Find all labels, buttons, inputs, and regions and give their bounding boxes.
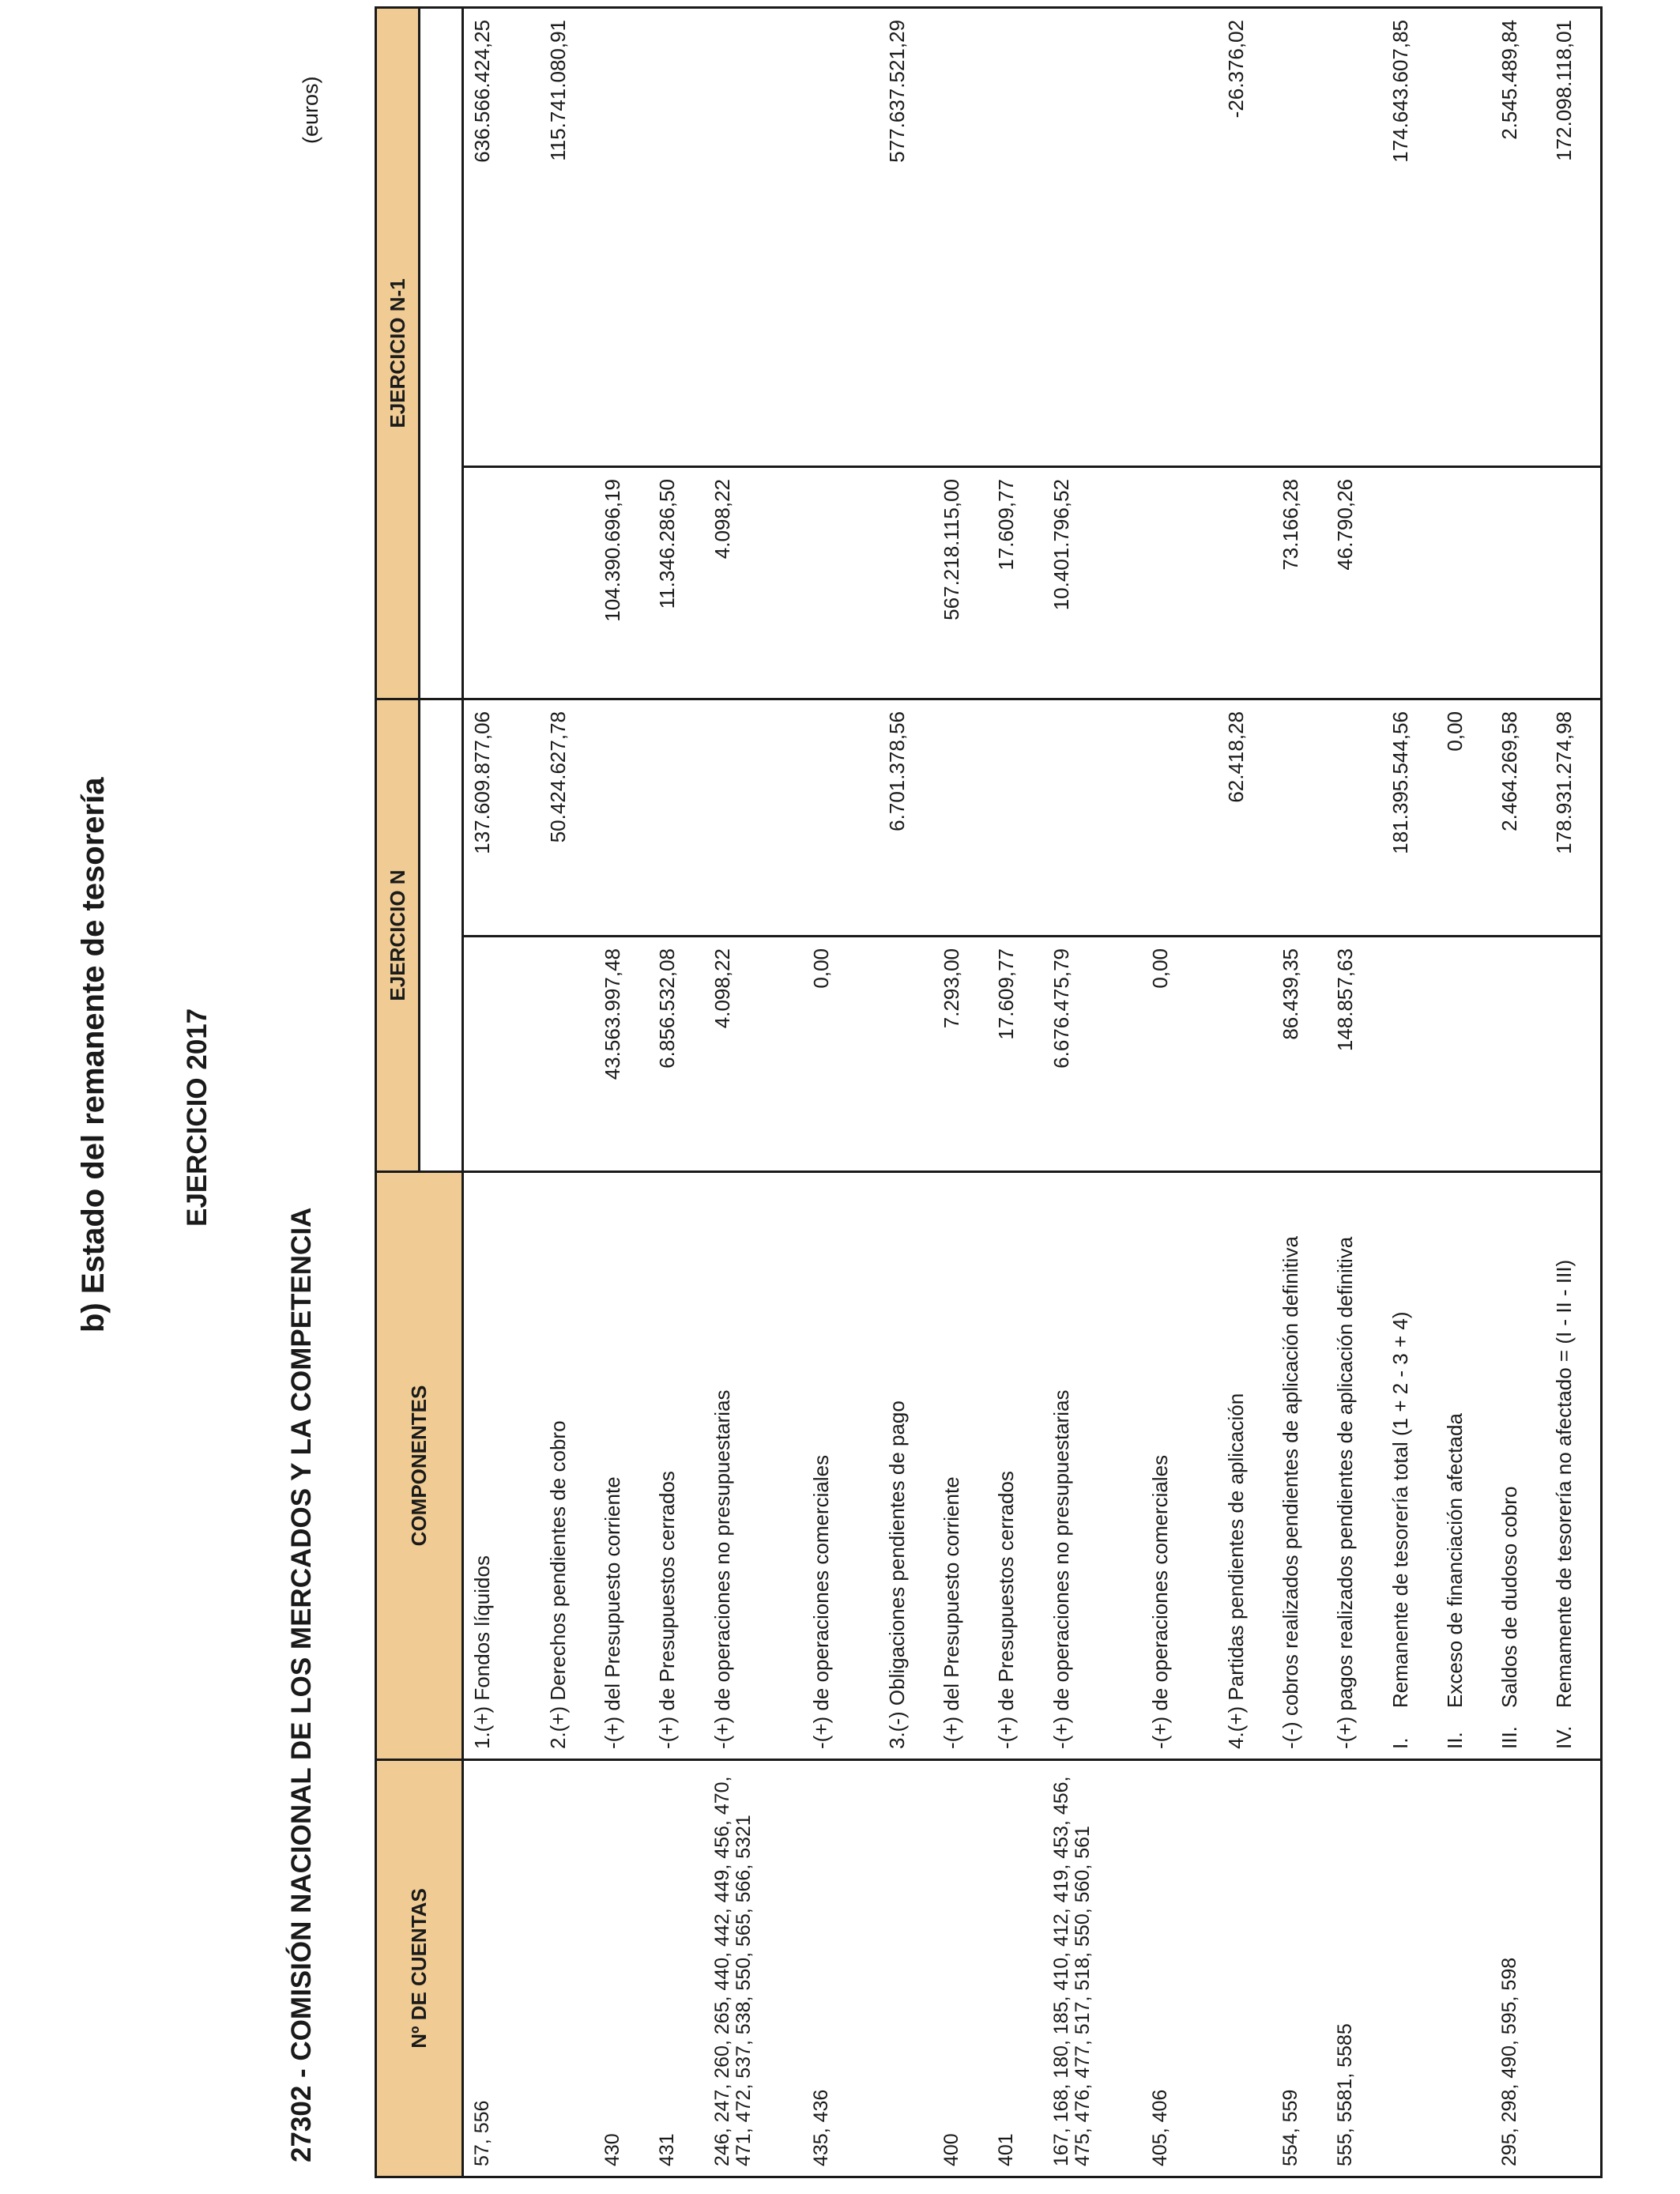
year-n1-detail-cell — [1546, 467, 1602, 699]
component-label: -(+) de operaciones no presupuestarias — [1049, 1389, 1073, 1749]
year-n-total-cell: 178.931.274,98 — [1546, 699, 1602, 937]
year-n1-detail-cell — [879, 467, 933, 699]
account-codes-cell: 246, 247, 260, 265, 440, 442, 449, 456, 470, 471, 472, 537, 538, 550, 565, 566, 5321 — [704, 1760, 804, 2177]
component-cell — [1546, 1172, 1602, 1760]
spacer-cell — [857, 467, 879, 699]
year-n1-total-cell: 577.637.521,29 — [879, 7, 933, 466]
year-n1-total-cell — [1043, 7, 1143, 466]
account-codes-cell: 431 — [649, 1760, 703, 2177]
component-cell — [803, 1172, 857, 1760]
spacer-cell — [518, 7, 540, 466]
year-n-total-cell — [988, 699, 1042, 937]
component-cell — [1142, 1172, 1196, 1760]
year-n1-total-cell — [803, 7, 857, 466]
col-header-accounts: Nº DE CUENTAS — [376, 1760, 463, 2177]
year-n-detail-cell: 6.676.475,79 — [1043, 937, 1143, 1172]
year-n1-total-cell — [1327, 7, 1381, 466]
year-n-total-cell — [1327, 699, 1381, 937]
year-n1-detail-cell: 10.401.796,52 — [1043, 467, 1143, 699]
spacer-row — [1196, 7, 1218, 2177]
spacer-cell — [857, 937, 879, 1172]
component-label: Remanente de tesorería total (1 + 2 - 3 + 4) — [1388, 1311, 1412, 1708]
component-cell — [704, 1172, 804, 1760]
account-codes-cell — [1546, 1760, 1602, 2177]
year-n1-detail-cell — [1437, 467, 1491, 699]
component-label: -(+) del Presupuesto corriente — [940, 1476, 964, 1749]
component-cell — [1327, 1172, 1381, 1760]
entity-heading: 27302 - COMISIÓN NACIONAL DE LOS MERCADOS Y LA COMPETENCIA — [286, 1207, 317, 2162]
component-label: -(+) de Presupuestos cerrados — [655, 1471, 680, 1749]
component-cell — [933, 1172, 988, 1760]
spacer-cell — [1196, 1172, 1218, 1760]
year-n1-detail-cell — [540, 467, 594, 699]
year-n-detail-cell: 7.293,00 — [933, 937, 988, 1172]
account-codes-cell — [540, 1760, 594, 2177]
account-codes-cell: 554, 559 — [1272, 1760, 1327, 2177]
table-row — [1546, 7, 1602, 2177]
year-n1-total-cell — [1437, 7, 1491, 466]
account-codes-cell: 555, 5581, 5585 — [1327, 1760, 1381, 2177]
year-n-detail-cell: 0,00 — [1142, 937, 1196, 1172]
year-n1-total-cell: 174.643.607,85 — [1382, 7, 1437, 466]
year-n-total-cell — [1043, 699, 1143, 937]
account-codes-cell: 400 — [933, 1760, 988, 2177]
component-cell — [1437, 1172, 1491, 1760]
year-n1-detail-cell: 104.390.696,19 — [594, 467, 649, 699]
account-codes-cell: 430 — [594, 1760, 649, 2177]
table-row — [879, 7, 933, 2177]
component-label: 1.(+) Fondos líquidos — [470, 1555, 494, 1749]
year-n-detail-cell: 148.857,63 — [1327, 937, 1381, 1172]
year-n1-total-cell — [649, 7, 703, 466]
account-codes-cell: 167, 168, 180, 185, 410, 412, 419, 453, 456, 475, 476, 477, 517, 518, 550, 560, 561 — [1043, 1760, 1143, 2177]
col-header-year-n: EJERCICIO N — [376, 699, 420, 1172]
component-cell — [1272, 1172, 1327, 1760]
year-n-total-cell — [803, 699, 857, 937]
year-n1-detail-cell: 46.790,26 — [1327, 467, 1381, 699]
spacer-cell — [857, 699, 879, 937]
table-row — [1491, 7, 1546, 2177]
treasury-remainder-table — [375, 6, 1603, 2178]
table-row — [463, 7, 519, 2177]
year-n-total-cell — [594, 699, 649, 937]
component-cell — [988, 1172, 1042, 1760]
account-codes-cell: 295, 298, 490, 595, 598 — [1491, 1760, 1546, 2177]
table-row — [1327, 7, 1381, 2177]
component-label: Saldos de dudoso cobro — [1497, 1486, 1521, 1708]
statement-title: b) Estado del remanente de tesorería — [76, 777, 111, 1333]
year-n1-total-cell — [988, 7, 1042, 466]
component-label: -(+) del Presupuesto corriente — [601, 1476, 625, 1749]
component-label: 2.(+) Derechos pendientes de cobro — [546, 1420, 571, 1749]
table-row — [540, 7, 594, 2177]
spacer-cell — [518, 1760, 540, 2177]
roman-numeral: II. — [1442, 1732, 1467, 1749]
spacer-cell — [518, 1172, 540, 1760]
year-n1-total-cell — [933, 7, 988, 466]
year-n-total-cell: 181.395.544,56 — [1382, 699, 1437, 937]
account-codes-cell: 401 — [988, 1760, 1042, 2177]
table-row — [933, 7, 988, 2177]
header-spacer — [420, 699, 463, 937]
year-n-total-cell: 62.418,28 — [1218, 699, 1272, 937]
component-label: 4.(+) Partidas pendientes de aplicación — [1224, 1393, 1249, 1749]
table-row — [1437, 7, 1491, 2177]
table-row — [1272, 7, 1327, 2177]
year-n-total-cell: 137.609.877,06 — [463, 699, 519, 937]
year-n1-total-cell: 115.741.080,91 — [540, 7, 594, 466]
year-n1-detail-cell — [1382, 467, 1437, 699]
roman-numeral: III. — [1497, 1726, 1521, 1749]
roman-numeral: I. — [1388, 1737, 1412, 1749]
year-n-detail-cell — [1382, 937, 1437, 1172]
roman-numeral: IV. — [1551, 1725, 1576, 1749]
account-codes-cell — [1218, 1760, 1272, 2177]
component-label: -(+) de operaciones no presupuestarias — [710, 1389, 734, 1749]
year-n-total-cell — [649, 699, 703, 937]
spacer-cell — [518, 937, 540, 1172]
year-n1-detail-cell: 567.218.115,00 — [933, 467, 988, 699]
year-n-total-cell: 0,00 — [1437, 699, 1491, 937]
year-n-detail-cell: 4.098,22 — [704, 937, 804, 1172]
account-codes-cell: 405, 406 — [1142, 1760, 1196, 2177]
component-cell — [540, 1172, 594, 1760]
year-n1-total-cell — [704, 7, 804, 466]
header-row — [376, 7, 420, 2177]
year-n1-detail-cell — [463, 467, 519, 699]
component-cell — [594, 1172, 649, 1760]
year-n1-detail-cell — [1142, 467, 1196, 699]
year-n-total-cell — [933, 699, 988, 937]
year-n-detail-cell — [1218, 937, 1272, 1172]
account-codes-cell: 57, 556 — [463, 1760, 519, 2177]
component-cell — [649, 1172, 703, 1760]
header-spacer — [420, 937, 463, 1172]
year-n1-detail-cell — [1218, 467, 1272, 699]
year-n-detail-cell — [1546, 937, 1602, 1172]
year-n1-total-cell — [1142, 7, 1196, 466]
year-n-detail-cell — [1437, 937, 1491, 1172]
component-cell — [1043, 1172, 1143, 1760]
spacer-cell — [1196, 7, 1218, 466]
year-n1-total-cell — [594, 7, 649, 466]
component-label: Exceso de financiación afectada — [1442, 1413, 1467, 1708]
year-n-total-cell — [704, 699, 804, 937]
col-header-year-n1: EJERCICIO N-1 — [376, 7, 420, 699]
account-codes-cell: 435, 436 — [803, 1760, 857, 2177]
table-row — [649, 7, 703, 2177]
table-row — [1218, 7, 1272, 2177]
component-label: -(+) de Presupuestos cerrados — [994, 1471, 1019, 1749]
year-n1-total-cell: -26.376,02 — [1218, 7, 1272, 466]
component-label: -(+) de operaciones comerciales — [1148, 1454, 1173, 1749]
component-cell — [1382, 1172, 1437, 1760]
year-n-detail-cell: 0,00 — [803, 937, 857, 1172]
component-cell — [1218, 1172, 1272, 1760]
spacer-cell — [518, 699, 540, 937]
spacer-cell — [1196, 1760, 1218, 2177]
spacer-row — [857, 7, 879, 2177]
table-row — [594, 7, 649, 2177]
year-n-detail-cell: 17.609,77 — [988, 937, 1042, 1172]
table-body — [463, 7, 1602, 2177]
year-n1-total-cell: 636.566.424,25 — [463, 7, 519, 466]
year-n-total-cell — [1142, 699, 1196, 937]
spacer-cell — [857, 1172, 879, 1760]
account-codes-cell — [1382, 1760, 1437, 2177]
component-label: 3.(-) Obligaciones pendientes de pago — [885, 1400, 910, 1749]
year-n-detail-cell: 86.439,35 — [1272, 937, 1327, 1172]
year-n1-total-cell — [1272, 7, 1327, 466]
year-n1-detail-cell: 11.346.286,50 — [649, 467, 703, 699]
year-n-detail-cell: 43.563.997,48 — [594, 937, 649, 1172]
year-n1-detail-cell: 17.609,77 — [988, 467, 1042, 699]
spacer-cell — [1196, 467, 1218, 699]
header-spacer — [420, 7, 463, 466]
year-n1-detail-cell — [803, 467, 857, 699]
table-row — [1142, 7, 1196, 2177]
table-row — [1043, 7, 1143, 2177]
year-n-detail-cell — [540, 937, 594, 1172]
component-label: -(+) de operaciones comerciales — [809, 1454, 834, 1749]
table-row — [704, 7, 804, 2177]
year-n-detail-cell — [463, 937, 519, 1172]
year-n-detail-cell — [1491, 937, 1546, 1172]
year-n-total-cell: 50.424.627,78 — [540, 699, 594, 937]
year-n-detail-cell: 6.856.532,08 — [649, 937, 703, 1172]
year-n1-total-cell: 2.545.489,84 — [1491, 7, 1546, 466]
component-cell — [879, 1172, 933, 1760]
year-n-total-cell: 6.701.378,56 — [879, 699, 933, 937]
spacer-cell — [857, 1760, 879, 2177]
component-cell — [463, 1172, 519, 1760]
year-n1-detail-cell — [1491, 467, 1546, 699]
year-n1-detail-cell: 73.166,28 — [1272, 467, 1327, 699]
units-note: (euros) — [299, 76, 322, 144]
component-label: Remamente de tesorería no afectado = (I - II - III) — [1551, 1259, 1576, 1708]
year-n1-detail-cell: 4.098,22 — [704, 467, 804, 699]
year-n-total-cell — [1272, 699, 1327, 937]
year-n-total-cell: 2.464.269,58 — [1491, 699, 1546, 937]
spacer-cell — [1196, 937, 1218, 1172]
spacer-row — [518, 7, 540, 2177]
spacer-cell — [1196, 699, 1218, 937]
table-row — [988, 7, 1042, 2177]
table-row — [1382, 7, 1437, 2177]
spacer-cell — [857, 7, 879, 466]
account-codes-cell — [879, 1760, 933, 2177]
year-n1-total-cell: 172.098.118,01 — [1546, 7, 1602, 466]
account-codes-cell — [1437, 1760, 1491, 2177]
table-row — [803, 7, 857, 2177]
component-cell — [1491, 1172, 1546, 1760]
header-spacer — [420, 467, 463, 699]
spacer-cell — [518, 467, 540, 699]
component-label: -(+) pagos realizados pendientes de aplicación definitiva — [1333, 1236, 1358, 1749]
col-header-components: COMPONENTES — [376, 1172, 463, 1760]
component-label: -(-) cobros realizados pendientes de aplicación definitiva — [1279, 1236, 1303, 1749]
year-n-detail-cell — [879, 937, 933, 1172]
fiscal-year-heading: EJERCICIO 2017 — [182, 1008, 213, 1227]
